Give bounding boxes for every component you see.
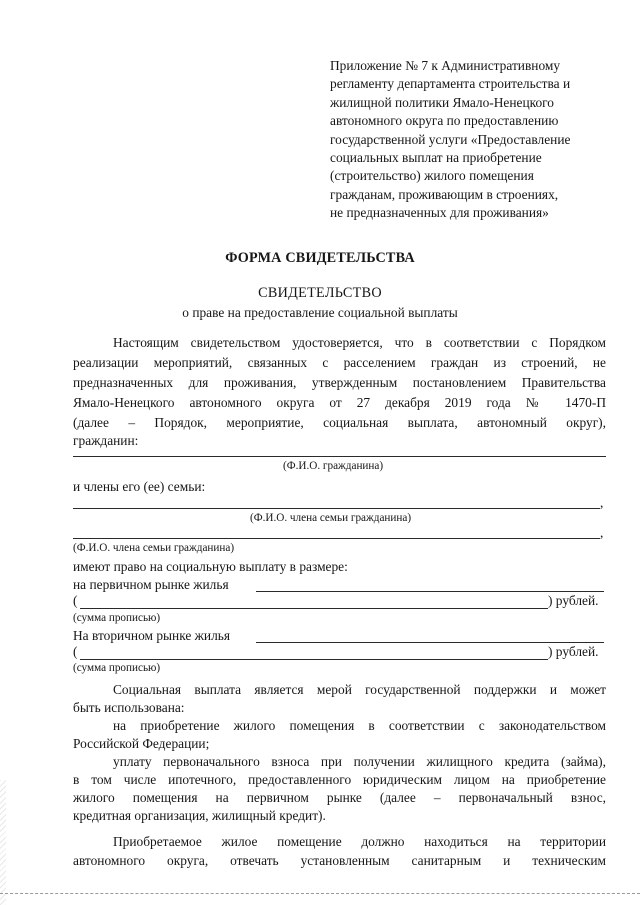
family-comma: , <box>600 525 604 540</box>
measure-line: быть использована: <box>73 700 185 715</box>
scan-edge-artifact <box>0 780 6 905</box>
right-label: имеют право на социальную выплату в размере: <box>73 559 348 574</box>
form-title: ФОРМА СВИДЕТЕЛЬСТВА <box>225 250 415 266</box>
open-paren: ( <box>73 593 78 608</box>
primary-sum-words-field[interactable] <box>80 608 548 609</box>
use2-line: в том числе ипотечного, предоставленного юридическим лицом на приобретение <box>73 772 606 787</box>
use2-line: уплату первоначального взноса при получении жилищного кредита (займа), <box>113 754 606 769</box>
appendix-note <box>330 57 620 223</box>
family-member-field-2[interactable] <box>73 538 600 539</box>
citizen-name-field[interactable] <box>73 456 606 457</box>
secondary-market-label: На вторичном рынке жилья <box>73 628 231 643</box>
appendix-line: государственной услуги «Предоставление <box>330 131 571 147</box>
family-label: и члены его (ее) семьи: <box>73 479 206 494</box>
appendix-line: регламенту департамента строительства и <box>330 76 571 92</box>
measure-line: Социальная выплата является мерой государственной поддержки и может <box>113 682 606 697</box>
final-line: автономного округа, отвечать установленным санитарным и техническим <box>73 853 606 868</box>
family-member-field-1[interactable] <box>73 508 600 509</box>
appendix-line: Приложение № 7 к Административному <box>330 58 561 73</box>
intro-line: реализации мероприятий, связанных с расселением граждан из строений, не <box>73 355 606 370</box>
intro-line: гражданин: <box>73 433 139 448</box>
intro-line: (далее – Порядок, мероприятие, социальная выплата, автономный округ), <box>73 415 606 430</box>
document-subtitle: о праве на предоставление социальной выплаты <box>182 305 458 320</box>
appendix-line: автономного округа по предоставлению <box>330 113 559 129</box>
sum-words-caption: (сумма прописью) <box>73 612 161 624</box>
sum-words-caption: (сумма прописью) <box>73 662 161 674</box>
appendix-line: жилищной политики Ямало-Ненецкого <box>330 94 554 110</box>
secondary-sum-words-field[interactable] <box>80 659 548 660</box>
family-member-caption: (Ф.И.О. члена семьи гражданина) <box>73 542 235 554</box>
use1-line: Российской Федерации; <box>73 736 210 751</box>
appendix-line: не предназначенных для проживания» <box>330 205 549 221</box>
appendix-line: гражданам, проживающим в строениях, <box>330 186 559 202</box>
rubles-label: ) рублей. <box>548 593 599 608</box>
family-member-caption: (Ф.И.О. члена семьи гражданина) <box>250 512 412 524</box>
primary-market-label: на первичном рынке жилья <box>73 577 229 592</box>
intro-line: предназначенных для проживания, утвержденным постановлением Правительства <box>73 375 606 390</box>
page-cut-edge <box>0 893 640 894</box>
use2-line: жилого помещения на первичном рынке (далее – первоначальный взнос, <box>73 790 606 805</box>
final-line: Приобретаемое жилое помещение должно находиться на территории <box>113 834 606 849</box>
appendix-line: социальных выплат на приобретение <box>330 150 542 166</box>
citizen-name-caption: (Ф.И.О. гражданина) <box>283 460 384 472</box>
rubles-label: ) рублей. <box>548 644 599 659</box>
secondary-market-amount-field[interactable] <box>256 642 604 643</box>
intro-line: Настоящим свидетельством удостоверяется, что в соответствии с Порядком <box>113 335 606 350</box>
open-paren: ( <box>73 644 78 659</box>
primary-market-amount-field[interactable] <box>256 591 604 592</box>
use2-line: кредитная организация, жилищный кредит). <box>73 808 326 823</box>
use1-line: на приобретение жилого помещения в соответствии с законодательством <box>113 718 606 733</box>
appendix-line: (строительство) жилого помещения <box>330 168 534 184</box>
intro-line: Ямало-Ненецкого автономного округа от 27 декабря 2019 года № 1470-П <box>73 395 606 410</box>
family-comma: , <box>600 495 604 510</box>
document-title: СВИДЕТЕЛЬСТВО <box>258 285 382 301</box>
